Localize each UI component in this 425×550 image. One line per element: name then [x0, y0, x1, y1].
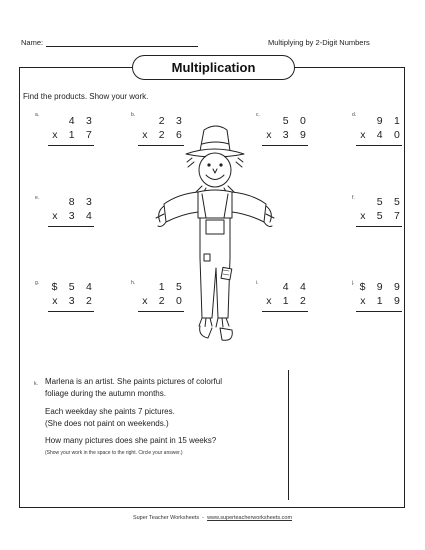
problem-d-top: 9 1 — [376, 115, 404, 127]
word-problem-line-1: Marlena is an artist. She paints pictures of colorful — [45, 377, 222, 386]
problem-f-answer-line — [356, 226, 402, 227]
problem-f-bottom: x 5 7 — [360, 210, 404, 222]
problem-g-answer-line — [48, 311, 94, 312]
problem-i-top: 4 4 — [282, 281, 310, 293]
problem-e-bottom: x 3 4 — [52, 210, 96, 222]
problem-j-answer-line — [356, 311, 402, 312]
word-problem-note: (Show your work in the space to the right. Circle your answer.) — [45, 450, 183, 456]
word-problem-line-5: How many pictures does she paint in 15 weeks? — [45, 436, 217, 445]
problem-d-bottom: x 4 0 — [360, 129, 404, 141]
problem-h-top: 1 5 — [158, 281, 186, 293]
scarecrow-illustration — [150, 118, 280, 350]
problem-a-label: a. — [35, 112, 40, 118]
work-area-divider — [288, 370, 289, 500]
problem-a-answer-line — [48, 145, 94, 146]
worksheet-subject: Multiplying by 2-Digit Numbers — [268, 38, 370, 47]
problem-j-bottom: x 1 9 — [360, 295, 404, 307]
footer-separator: - — [202, 515, 204, 521]
problem-e-top: 8 3 — [68, 196, 96, 208]
problem-d-answer-line — [356, 145, 402, 146]
problem-e-answer-line — [48, 226, 94, 227]
instructions: Find the products. Show your work. — [23, 92, 149, 101]
problem-h-label: h. — [131, 280, 136, 286]
problem-i-label: i. — [256, 280, 259, 286]
problem-h-bottom: x 2 0 — [142, 295, 186, 307]
problem-f-top: 5 5 — [376, 196, 404, 208]
problem-e-label: e. — [35, 195, 40, 201]
footer — [0, 515, 425, 521]
problem-b-label: b. — [131, 112, 136, 118]
problem-g-label: g. — [35, 280, 40, 286]
problem-d-label: d. — [352, 112, 357, 118]
problem-g-bottom: x 3 2 — [52, 295, 96, 307]
problem-a-top: 4 3 — [68, 115, 96, 127]
footer-brand: Super Teacher Worksheets — [132, 515, 200, 521]
problem-c-bottom: x 3 9 — [266, 129, 310, 141]
name-field — [21, 38, 198, 47]
name-label: Name: — [21, 38, 44, 47]
problem-b-top: 2 3 — [158, 115, 186, 127]
problem-f-label: f. — [352, 195, 355, 201]
problem-a-bottom: x 1 7 — [52, 129, 96, 141]
problem-k-label: k. — [34, 381, 38, 387]
problem-g-top: $ 5 4 — [51, 281, 96, 293]
footer-link[interactable]: www.superteacherworksheets.com — [207, 515, 293, 521]
problem-c-label: c. — [256, 112, 260, 118]
problem-i-bottom: x 1 2 — [266, 295, 310, 307]
problem-j-top: $ 9 9 — [359, 281, 404, 293]
worksheet-title: Multiplication — [132, 55, 295, 80]
word-problem-line-4: (She does not paint on weekends.) — [45, 419, 169, 428]
problem-b-bottom: x 2 6 — [142, 129, 186, 141]
name-blank-line[interactable] — [46, 38, 198, 47]
word-problem-line-3: Each weekday she paints 7 pictures. — [45, 407, 175, 416]
problem-c-top: 5 0 — [282, 115, 310, 127]
word-problem-line-2: foliage during the autumn months. — [45, 389, 166, 398]
problem-j-label: j. — [352, 280, 355, 286]
